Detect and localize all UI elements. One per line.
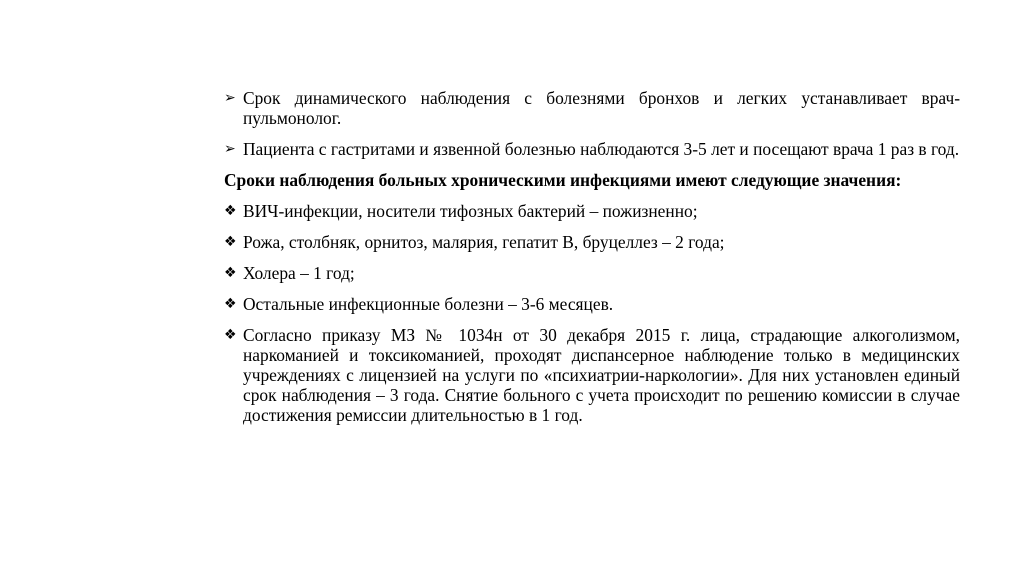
diamond-bullet-icon: ❖ — [224, 234, 237, 250]
list-item-text: Рожа, столбняк, орнитоз, малярия, гепатит В, бруцеллез – 2 года; — [243, 232, 725, 252]
diamond-bullet-icon: ❖ — [224, 203, 237, 219]
slide-content — [224, 88, 960, 436]
list-item — [224, 263, 960, 283]
section-heading: Сроки наблюдения больных хроническими инфекциями имеют следующие значения: — [224, 170, 902, 190]
list-item — [224, 325, 960, 425]
arrow-bullet-icon: ➢ — [224, 90, 236, 106]
list-item-text: Пациента с гастритами и язвенной болезнью наблюдаются 3-5 лет и посещают врача 1 раз в год. — [243, 139, 960, 159]
diamond-bullet-icon: ❖ — [224, 296, 237, 312]
list-item-text: Срок динамического наблюдения с болезнями бронхов и легких устанавливает врач-пульмонолог. — [243, 88, 960, 128]
list-item — [224, 294, 960, 314]
list-item — [224, 139, 960, 159]
list-item-text: Остальные инфекционные болезни – 3-6 месяцев. — [243, 294, 614, 314]
diamond-bullet-icon: ❖ — [224, 265, 237, 281]
list-item-text: Согласно приказу МЗ № 1034н от 30 декабря 2015 г. лица, страдающие алкоголизмом, наркоманией и токсикоманией, проходят диспансерное наблюдение только в медицинских учреждениях с лицензией на услуги по «психиатрии-наркологии». Для них установлен единый срок наблюдения – 3 года. Снятие больного с учета происходит по решению комиссии в случае достижения ремиссии длительностью в 1 год. — [243, 325, 960, 425]
arrow-bullet-icon: ➢ — [224, 141, 236, 157]
list-item-text: ВИЧ-инфекции, носители тифозных бактерий – пожизненно; — [243, 201, 698, 221]
list-item — [224, 232, 960, 252]
list-item — [224, 201, 960, 221]
diamond-bullet-icon: ❖ — [224, 327, 237, 343]
list-item — [224, 88, 960, 128]
list-item-text: Холера – 1 год; — [243, 263, 355, 283]
